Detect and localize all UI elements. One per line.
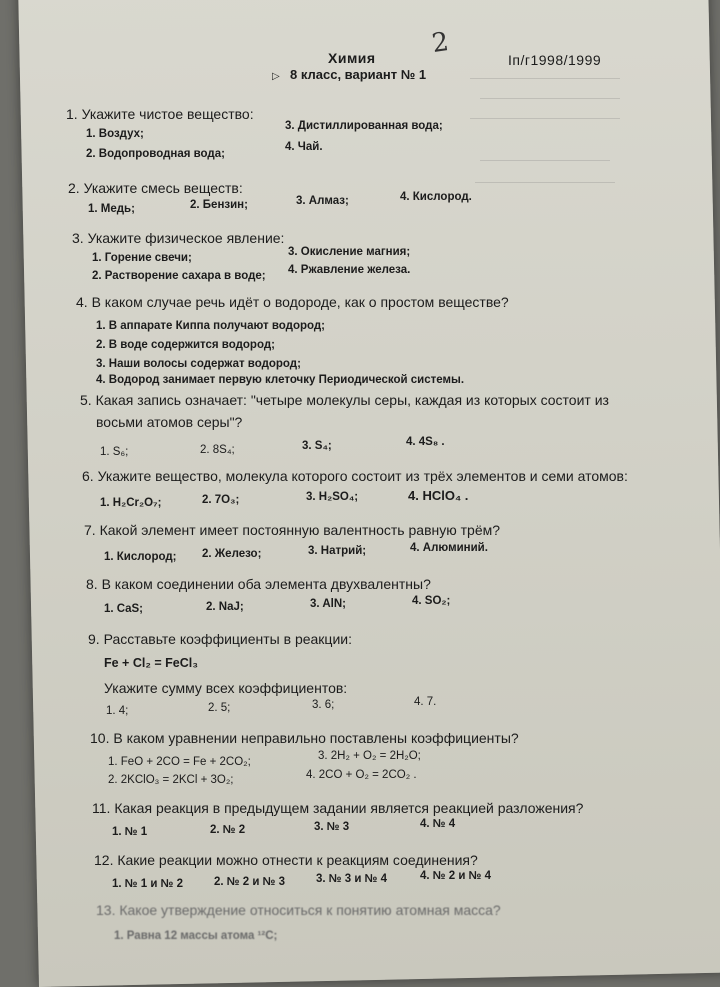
question-8: 8. В каком соединении оба элемента двухвалентны? [86, 576, 431, 592]
option: 4. 2CO + O₂ = 2CO₂ . [306, 769, 417, 781]
option: 2. 2KClO₃ = 2KCl + 3O₂; [108, 774, 234, 786]
option: 2. Растворение сахара в воде; [92, 270, 266, 282]
option: 1. Равна 12 массы атома ¹²C; [114, 930, 278, 942]
show-through-line [475, 182, 615, 183]
option: 3. Окисление магния; [288, 246, 411, 258]
question-1: 1. Укажите чистое вещество: [66, 106, 254, 122]
question-10: 10. В каком уравнении неправильно поставлены коэффициенты? [90, 730, 519, 746]
question-7: 7. Какой элемент имеет постоянную валентность равную трём? [84, 522, 501, 538]
option: 4. Чай. [285, 141, 323, 153]
question-5: 5. Какая запись означает: "четыре молекулы серы, каждая из которых состоит из [80, 392, 609, 408]
option: 4. Водород занимает первую клеточку Периодической системы. [96, 374, 465, 386]
class-variant: 8 класс, вариант № 1 [290, 67, 427, 82]
option: 4. SO₂; [412, 595, 451, 607]
show-through-line [480, 98, 620, 99]
option: 2. № 2 и № 3 [214, 876, 286, 888]
option: 3. H₂SO₄; [306, 491, 359, 503]
option: 2. 5; [208, 702, 231, 714]
option: 1. Горение свечи; [92, 252, 192, 264]
option: 4. № 2 и № 4 [420, 870, 492, 882]
question-2: 2. Укажите смесь веществ: [68, 180, 243, 196]
option: 4. Ржавление железа. [288, 264, 411, 276]
option: 1. S₆; [100, 446, 129, 458]
option: 3. Дистиллированная вода; [285, 120, 443, 132]
option: 1. Воздух; [86, 128, 144, 140]
option: 3. 6; [312, 699, 335, 711]
option: 1. FeO + 2CO = Fe + 2CO₂; [108, 756, 251, 768]
option: 1. Медь; [88, 203, 135, 215]
handwritten-mark: 2 [429, 26, 451, 60]
option: 4. Алюминий. [410, 542, 488, 554]
option: 4. Кислород. [400, 191, 472, 203]
option: 1. № 1 и № 2 [112, 878, 184, 890]
option: 2. В воде содержится водород; [96, 339, 275, 351]
option: 2. № 2 [210, 824, 246, 836]
question-12: 12. Какие реакции можно отнести к реакциям соединения? [94, 852, 478, 868]
option: 1. CaS; [104, 603, 143, 615]
option: 3. S₄; [302, 440, 332, 452]
option: 3. Алмаз; [296, 195, 349, 207]
option: 2. 7O₃; [202, 494, 240, 506]
option: 4. 4S₈ . [406, 436, 445, 448]
option: 2. 8S₄; [200, 444, 235, 456]
show-through-line [470, 118, 620, 119]
option: 2. Железо; [202, 548, 262, 560]
option: 4. № 4 [420, 818, 456, 830]
question-4: 4. В каком случае речь идёт о водороде, как о простом веществе? [76, 294, 509, 310]
triangle-icon: ▷ [272, 71, 280, 82]
option: 3. Наши волосы содержат водород; [96, 358, 301, 370]
option: 2. NaJ; [206, 601, 244, 613]
option: 4. HClO₄ . [408, 488, 469, 503]
reference-code: Iп/г1998/1999 [508, 52, 602, 68]
subject-title: Химия [328, 50, 376, 66]
option: 3. № 3 и № 4 [316, 873, 388, 885]
option: 3. Натрий; [308, 545, 367, 557]
option: 2. Бензин; [190, 199, 248, 211]
option: 1. В аппарате Киппа получают водород; [96, 320, 325, 332]
option: 1. H₂Cr₂O₇; [100, 497, 162, 509]
option: 1. № 1 [112, 826, 148, 838]
question-9: 9. Расставьте коэффициенты в реакции: [88, 631, 352, 647]
question-5-cont: восьми атомов серы"? [96, 414, 243, 430]
question-6: 6. Укажите вещество, молекула которого состоит из трёх элементов и семи атомов: [82, 468, 628, 484]
question-9-cont: Укажите сумму всех коэффициентов: [104, 680, 348, 696]
option: 3. № 3 [314, 821, 350, 833]
option: 2. Водопроводная вода; [86, 148, 225, 160]
option: 4. 7. [414, 696, 437, 708]
show-through-line [470, 78, 620, 79]
option: 3. 2H₂ + O₂ = 2H₂O; [318, 750, 421, 762]
option: 3. AlN; [310, 598, 346, 610]
question-3: 3. Укажите физическое явление: [72, 230, 285, 246]
option: 1. 4; [106, 705, 129, 717]
show-through-line [480, 160, 610, 161]
question-13: 13. Какое утверждение относиться к понятию атомная масса? [96, 902, 501, 918]
equation: Fe + Cl₂ = FeCl₃ [104, 656, 199, 670]
option: 1. Кислород; [104, 551, 177, 563]
question-11: 11. Какая реакция в предыдущем задании является реакцией разложения? [92, 800, 584, 816]
